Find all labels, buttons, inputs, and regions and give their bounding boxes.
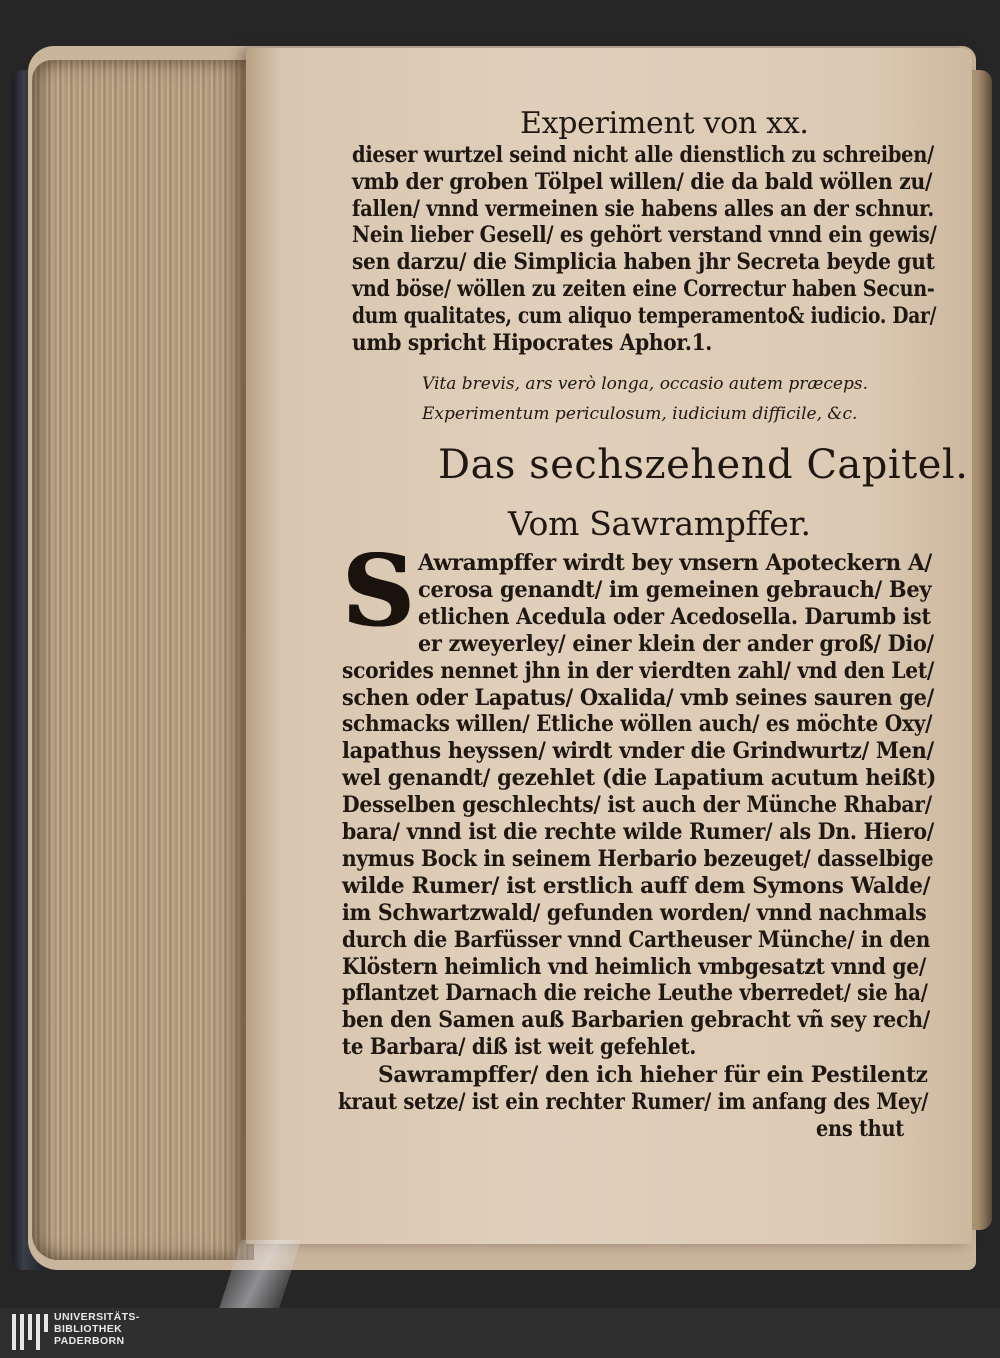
text-line: wel genandt/ gezehlet (die Lapatium acutum heißt) [342, 765, 937, 792]
library-logo-text [54, 1311, 140, 1347]
text-line: ben den Samen auß Barbarien gebracht vñ sey rech/ [342, 1007, 930, 1034]
drop-cap-initial: S [342, 534, 414, 649]
text-line: lapathus heyssen/ wirdt vnder die Grindwurtz/ Men/ [342, 738, 934, 765]
text-line: Desselben geschlechts/ ist auch der Münche Rhabar/ [342, 792, 932, 819]
text-line: cerosa genandt/ im gemeinen gebrauch/ Bey [418, 576, 932, 603]
text-line: scorides nennet jhn in der vierdten zahl/ vnd den Let/ [342, 657, 935, 684]
text-line: nymus Bock in seinem Herbario bezeuget/ dasselbige [342, 845, 934, 872]
quote-line: Experimentum periculosum, iudicium difficile, &c. [422, 404, 858, 424]
logo-line: PADERBORN [54, 1335, 125, 1347]
running-head: Experiment von xx. [520, 106, 809, 141]
chapter-subtitle: Vom Sawrampffer. [508, 504, 811, 543]
text-line: wilde Rumer/ ist erstlich auff dem Symons Walde/ [342, 872, 931, 899]
text-line: schen oder Lapatus/ Oxalida/ vmb seines sauren ge/ [342, 684, 934, 711]
text-line: dum qualitates, cum aliquo temperamento& iudicio. Dar/ [352, 302, 937, 329]
text-line: durch die Barfüsser vnnd Cartheuser Münche/ in den [342, 926, 931, 953]
text-line: Klöstern heimlich vnd heimlich vmbgesatzt vnnd ge/ [342, 953, 926, 980]
text-line: vnd böse/ wöllen zu zeiten eine Correctur haben Secun- [352, 276, 935, 302]
text-line: sen darzu/ die Simplicia haben jhr Secreta beyde gut [352, 249, 935, 276]
text-line: pflantzet Darnach die reiche Leuthe vberredet/ sie ha/ [342, 980, 928, 1007]
chapter-title: Das sechszehend Capitel. [438, 442, 969, 488]
logo-line: BIBLIOTHEK [54, 1323, 123, 1335]
text-line: im Schwartzwald/ gefunden worden/ vnnd nachmals [342, 899, 927, 926]
text-line: Nein lieber Gesell/ es gehört verstand vnnd ein gewis/ [352, 222, 937, 249]
text-line: Awrampffer wirdt bey vnsern Apoteckern A/ [418, 550, 932, 576]
quote-line: Vita brevis, ars verò longa, occasio autem præceps. [422, 374, 868, 394]
text-line: umb spricht Hipocrates Aphor.1. [352, 329, 713, 356]
text-line: etlichen Acedula oder Acedosella. Darumb ist [418, 603, 931, 630]
text-line: te Barbara/ diß ist weit gefehlet. [342, 1034, 697, 1061]
text-line: bara/ vnnd ist die rechte wilde Rumer/ als Dn. Hiero/ [342, 819, 934, 845]
text-line: vmb der groben Tölpel willen/ die da bald wöllen zu/ [352, 168, 933, 195]
catchword: ens thut [816, 1116, 904, 1142]
logo-line: UNIVERSITÄTS- [54, 1311, 140, 1323]
text-line: fallen/ vnnd vermeinen sie habens alles an der schnur. [352, 195, 934, 222]
text-line: dieser wurtzel seind nicht alle dienstlich zu schreiben/ [352, 142, 934, 168]
library-logo-icon [12, 1312, 48, 1352]
text-line: schmacks willen/ Etliche wöllen auch/ es möchte Oxy/ [342, 711, 933, 738]
footer-bar [0, 1308, 1000, 1358]
text-line: er zweyerley/ einer klein der ander groß/ Dio/ [418, 630, 934, 657]
text-line: kraut setze/ ist ein rechter Rumer/ im anfang des Mey/ [338, 1089, 929, 1115]
text-line: Sawrampffer/ den ich hieher für ein Pestilentz [378, 1062, 928, 1088]
